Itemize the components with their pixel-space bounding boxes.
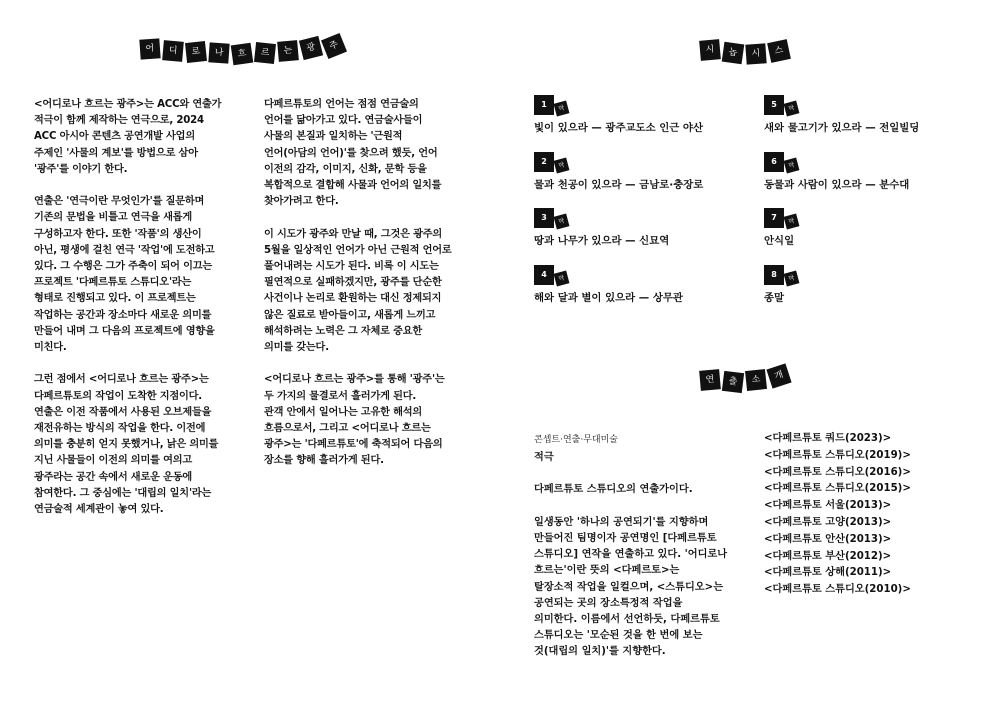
act-number: 2 [534, 152, 554, 172]
list-item: <다페르튜토 스튜디오(2015)> [764, 483, 911, 495]
paragraph: 연출은 '연극이란 무엇인가'를 질문하며 기존의 문법을 비틀고 연극을 새롭게 구성하고자 한다. 또한 '작품'의 생산이 아닌, 평생에 걸친 연극 '작업'에 도전하고 있다. 그 수행은 그가 주축이 되어 이끄는 프로젝트 '다페르튜토 스튜디오'라는 형태로 진행되고 있다. 이 프로젝트는 작업하는 공간과 장소마다 새로운 의미를 만들어 내며 그 다음의 프로젝트에 영향을 미친다. [34, 196, 215, 354]
title-letter: 시 [699, 39, 721, 61]
act-tag: 막 [554, 271, 570, 287]
list-item: <다페르튜토 상해(2011)> [764, 567, 892, 579]
director-role: 콘셉트·연출·무대미술 [534, 435, 618, 445]
act-title: 종말 [764, 292, 785, 304]
title-letter: 는 [277, 40, 299, 62]
works-list [764, 431, 911, 599]
title-letter: 광 [299, 36, 323, 60]
paragraph: <어디로나 흐르는 광주>를 통해 '광주'는 두 가지의 물결로서 흘러가게 된다. 관객 안에서 일어나는 고유한 해석의 흐름으로서, 그리고 <어디로나 흐르는 광주>는 '다페르튜토'에 축적되어 다음의 장소를 향해 흘러가게 된다. [264, 374, 445, 467]
director-bio [534, 432, 744, 677]
paragraph: 이 시도가 광주와 만날 때, 그것은 광주의 5월을 일상적인 언어가 아닌 근원적 언어로 풀어내려는 시도가 된다. 비록 이 시도는 필연적으로 실패하겠지만, 광주를 단순한 사건이나 논리로 환원하는 대신 정제되지 않은 질료로 받아들이고, 새롭게 느끼고 해석하려는 노력은 그 자체로 중요한 의미를 갖는다. [264, 228, 452, 354]
title-letter: 출 [722, 371, 744, 393]
title-letter: 주 [321, 33, 347, 59]
synopsis-item [764, 265, 984, 305]
title-letter: 흐 [231, 43, 254, 66]
act-number: 5 [764, 95, 784, 115]
paragraph: 다페르튜토의 언어는 점점 연금술의 언어를 닮아가고 있다. 연금술사들이 사물의 본질과 일치하는 '근원적 언어(아담의 언어)'를 찾으려 했듯, 언어 이전의 감각, 이미지, 신화, 문학 등을 복합적으로 결합해 사물과 언어의 일치를 찾아가려고 한다. [264, 99, 442, 208]
list-item: <다페르튜토 부산(2012)> [764, 550, 892, 562]
synopsis-item [764, 95, 984, 135]
synopsis-item [534, 208, 754, 248]
list-item: <다페르튜토 서울(2013)> [764, 500, 892, 512]
body-column-1 [34, 97, 254, 534]
synopsis-item [534, 95, 754, 135]
title-letter: 디 [162, 40, 184, 62]
act-tag: 막 [554, 214, 570, 230]
act-number: 6 [764, 152, 784, 172]
title-letter: 로 [185, 41, 207, 63]
director-name: 적극 [534, 452, 554, 463]
act-number: 1 [534, 95, 554, 115]
title-letter: 소 [745, 369, 767, 391]
paragraph: 그런 점에서 <어디로나 흐르는 광주>는 다페르튜토의 작업이 도착한 지점이다. 연출은 이전 작품에서 사용된 오브제들을 재전유하는 방식의 작업을 한다. 이전에 의미를 충분히 얻지 못했거나, 낡은 의미를 지닌 사물들이 이전의 의미를 여의고 광주라는 공간 속에서 새로운 운동에 참여한다. 그 중심에는 '대립의 일치'라는 연금술적 세계관이 놓여 있다. [34, 374, 219, 516]
act-number: 3 [534, 208, 554, 228]
title-letter: 개 [766, 363, 791, 388]
act-title: 안식일 [764, 235, 795, 247]
synopsis-item [764, 208, 984, 248]
list-item: <다페르튜토 스튜디오(2019)> [764, 449, 911, 461]
title-letter: 르 [254, 42, 276, 64]
list-item: <다페르튜토 스튜디오(2016)> [764, 466, 911, 478]
act-tag: 막 [784, 158, 800, 174]
act-tag: 막 [554, 101, 570, 117]
act-number: 4 [534, 265, 554, 285]
paragraph: 일생동안 '하나의 공연되기'를 지향하며 만들어진 팀명이자 공연명인 [다페르튜토 스튜디오] 연작을 연출하고 있다. '어디로나 흐르는'이란 뜻의 <다페르토>는 탈장소적 작업을 일컬으며, <스튜디오>는 공연되는 곳의 장소특정적 작업을 의미한다. 이름에서 선언하듯, 다페르튜토 스튜디오는 '모순된 것을 한 번에 보는 것(대립의 일치)'를 지향한다. [534, 516, 728, 658]
title-letter: 스 [767, 39, 791, 63]
synopsis-item [534, 152, 754, 192]
title-letter: 나 [208, 42, 229, 63]
act-tag: 막 [784, 101, 800, 117]
title-letter: 시 [745, 43, 766, 64]
director-heading [700, 364, 789, 392]
act-tag: 막 [784, 214, 800, 230]
act-title: 땅과 나무가 있으라 — 신묘역 [534, 235, 670, 247]
act-title: 새와 물고기가 있으라 — 전일빌딩 [764, 122, 920, 134]
title-letter: 어 [139, 38, 160, 59]
act-number: 8 [764, 265, 784, 285]
act-number: 7 [764, 208, 784, 228]
title-letter: 연 [699, 369, 721, 391]
paragraph: <어디로나 흐르는 광주>는 ACC와 연출가 적극이 함께 제작하는 연극으로, 2024 ACC 아시아 콘텐츠 공연개발 사업의 주제인 '사물의 계보'를 방법으로 삼아 '광주'를 이야기 한다. [34, 99, 222, 175]
act-title: 빛이 있으라 — 광주교도소 인근 야산 [534, 122, 703, 134]
list-item: <다페르튜토 쿼드(2023)> [764, 433, 892, 444]
title-letter: 놉 [722, 42, 745, 65]
list-item: <다페르튜토 스튜디오(2010)> [764, 584, 911, 596]
act-title: 물과 천공이 있으라 — 금남로·충장로 [534, 179, 704, 191]
title-heading [140, 34, 344, 64]
body-column-2 [264, 97, 484, 486]
list-item: <다페르튜토 고양(2013)> [764, 516, 892, 528]
synopsis-heading [700, 36, 789, 64]
right-page [500, 0, 1000, 709]
act-tag: 막 [784, 271, 800, 287]
act-title: 해와 달과 별이 있으라 — 상무관 [534, 292, 683, 304]
act-tag: 막 [554, 158, 570, 174]
synopsis-item [534, 265, 754, 305]
paragraph: 다페르튜토 스튜디오의 연출가이다. [534, 484, 693, 496]
synopsis-item [764, 152, 984, 192]
act-title: 동물과 사람이 있으라 — 분수대 [764, 179, 910, 191]
list-item: <다페르튜토 안산(2013)> [764, 533, 892, 545]
